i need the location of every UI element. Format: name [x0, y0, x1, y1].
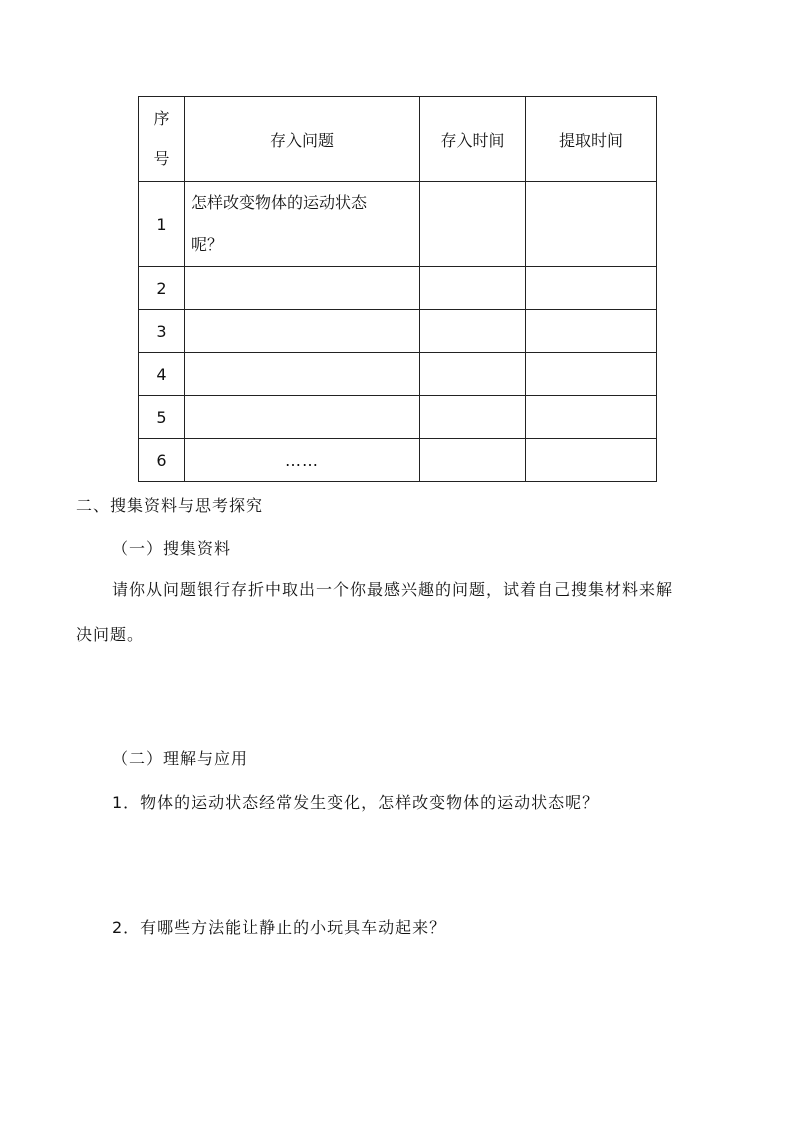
row-deposit-time: [420, 353, 526, 396]
question-bank-table: [138, 96, 657, 482]
header-withdraw-time: 提取时间: [526, 97, 657, 182]
row-withdraw-time: [526, 396, 657, 439]
row-deposit-time: [420, 439, 526, 482]
header-seq-line1: 序: [153, 109, 170, 128]
row-seq: 1: [139, 182, 185, 267]
table-row: [139, 182, 657, 267]
row-seq: 5: [139, 396, 185, 439]
row-withdraw-time: [526, 310, 657, 353]
row-question: ……: [185, 439, 420, 482]
table-row: [139, 353, 657, 396]
row-seq: 3: [139, 310, 185, 353]
row-deposit-time: [420, 267, 526, 310]
sub1-title: （一）搜集资料: [112, 539, 232, 558]
row-question: [185, 267, 420, 310]
table-row: [139, 310, 657, 353]
section2-title: 二、搜集资料与思考探究: [76, 496, 264, 515]
sub1-paragraph-line1: 请你从问题银行存折中取出一个你最感兴趣的问题，试着自己搜集材料来解: [112, 580, 674, 599]
row-deposit-time: [420, 310, 526, 353]
table-row: [139, 439, 657, 482]
row-question: [185, 353, 420, 396]
row-seq: 2: [139, 267, 185, 310]
row-question-line2: 呢？: [191, 235, 224, 254]
row-deposit-time: [420, 182, 526, 267]
row-withdraw-time: [526, 439, 657, 482]
row-withdraw-time: [526, 267, 657, 310]
sub1-paragraph-line2: 决问题。: [76, 625, 145, 644]
sub2-title: （二）理解与应用: [112, 749, 249, 768]
row-question: [185, 310, 420, 353]
header-deposit-time: 存入时间: [420, 97, 526, 182]
row-withdraw-time: [526, 353, 657, 396]
table-row: [139, 396, 657, 439]
row-question-line1: 怎样改变物体的运动状态: [191, 193, 368, 212]
header-question: 存入问题: [185, 97, 420, 182]
row-question: [185, 182, 420, 267]
table-row: [139, 267, 657, 310]
table-header-row: [139, 97, 657, 182]
header-seq-line2: 号: [153, 149, 170, 168]
row-withdraw-time: [526, 182, 657, 267]
question-2: 2．有哪些方法能让静止的小玩具车动起来？: [112, 918, 447, 937]
row-seq: 4: [139, 353, 185, 396]
question-1: 1．物体的运动状态经常发生变化，怎样改变物体的运动状态呢？: [112, 793, 600, 812]
row-deposit-time: [420, 396, 526, 439]
row-question: [185, 396, 420, 439]
header-seq: [139, 97, 185, 182]
row-seq: 6: [139, 439, 185, 482]
